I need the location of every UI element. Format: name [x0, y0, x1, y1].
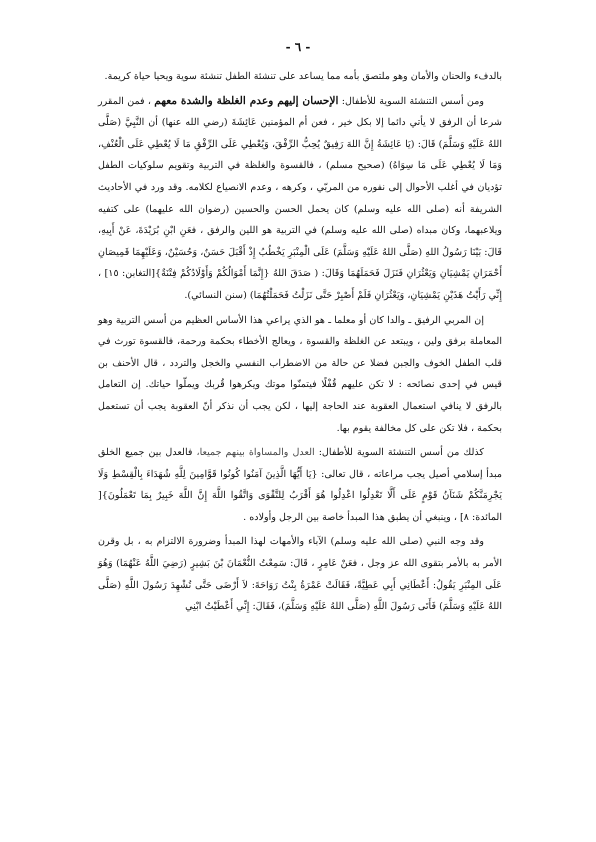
page-body	[98, 66, 502, 621]
paragraph-text: فالعدل بين جميع الخلق مبدأ إسلامي أصيل يجب مراعاته ، قال تعالى: {يَا أَيُّهَا الَّذِينَ آمَنُوا كُونُوا قَوَّامِينَ لِلَّهِ شُهَدَاءَ بِالْقِسْطِ وَلَا يَجْرِمَنَّكُمْ شَنَآنُ قَوْمٍ عَلَى أَلَّا تَعْدِلُوا اعْدِلُوا هُوَ أَقْرَبُ لِلتَّقْوَى وَاتَّقُوا اللَّهَ إِنَّ اللَّهَ خَبِيرٌ بِمَا تَعْمَلُونَ}[ المائدة: ٨] ، وينبغي أن يطبق هذا المبدأ خاصة بين الرجل وأولاده .	[98, 447, 502, 523]
paragraph-justice	[98, 442, 502, 528]
paragraph-text: ومن أسس التنشئة السوية للأطفال:	[338, 95, 484, 107]
section-heading-kindness: الإحسان إليهم وعدم الغلظة والشدة معهم	[154, 94, 339, 107]
paragraph-text: بالدفء والحنان والأمان وهو ملتصق بأمه مما يساعد على تنشئة الطفل تنشئة سوية ويحيا حياة كريمة.	[104, 71, 502, 82]
paragraph-text: إن المربي الرفيق ـ والدا كان أو معلما ـ هو الذي يراعي هذا الأساس العظيم من أسس التربية وهو المعاملة برفق ولين ، ويبتعد عن الغلظة والقسوة ، ويعالج الأخطاء بحكمة ورحمة، فالقسوة تورث في قلب الطفل الخوف والجبن فضلا عن حالة من الاضطراب النفسي والخجل والتردد ، قال الأحنف بن قيس في إحدى نصائحه : لا تكن عليهم قُفْلًا فيتمنّوا موتك ويكرهوا قُربك ويملّوا حياتك. إن التعامل بالرفق لا ينافي استعمال العقوبة عند الحاجة إليها ، لكن يجب أن نذكر أنّ العقوبة يجب أن تستعمل بحكمة ، فلا تكن على كل مخالفة يقوم بها.	[98, 314, 502, 434]
paragraph-text: وقد وجه النبي (صلى الله عليه وسلم) الآباء والأمهات لهذا المبدأ وضرورة الالتزام به ، بل وقرن الأمر به بالأمر بتقوى الله عز وجل ، فعَنْ عَامِرٍ ، قَالَ: سَمِعْتُ النُّعْمَانَ بْنَ بَشِيرٍ (رَضِيَ اللَّهُ عَنْهُمَا) وَهُوَ عَلَى المِنْبَرِ يَقُولُ: أَعْطَانِي أَبِي عَطِيَّةً، فَقَالَتْ عَمْرَةُ بِنْتُ رَوَاحَةَ: لاَ أَرْضَى حَتَّى تُشْهِدَ رَسُولَ اللَّهِ (صَلَّى اللهُ عَلَيْهِ وَسَلَّمَ) فَأَتَى رَسُولَ اللَّهِ (صَلَّى اللهُ عَلَيْهِ وَسَلَّمَ)، فَقَالَ: إِنِّي أَعْطَيْتُ ابْنِي	[98, 536, 502, 613]
page-number: - ٦ -	[285, 40, 311, 54]
paragraph-prophet-guidance	[98, 531, 502, 617]
paragraph-gentle-educator	[98, 310, 502, 440]
paragraph-intro-continuation	[98, 66, 502, 88]
paragraph-text: كذلك من أسس التنشئة السوية للأطفال:	[314, 447, 484, 459]
paragraph-text: ، فمن المقرر شرعا أن الرفق لا يأتي دائما إلا بكل خير ، فعن أم المؤمنين عَائِشَةَ (رضي الله عنها) أن النَّبِيَّ (صَلَّى اللهُ عَلَيْهِ وَسَلَّمَ) قَالَ: (يَا عَائِشَةُ إِنَّ اللهَ رَفِيقٌ يُحِبُّ الرِّفْقَ، وَيُعْطِي عَلَى الرِّفْقِ مَا لَا يُعْطِي عَلَى الْعُنْفِ، وَمَا لَا يُعْطِي عَلَى مَا سِوَاهُ) (صحيح مسلم) ، فالقسوة والغلظة في التربية وتقويم سلوكيات الطفل تؤديان في أغلب الأحوال إلى نفوره من المربّي ، وكرهه ، وعدم الانصياع لكلامه. وقد ورد في الأحاديث الشريفة أنه (صلى الله عليه وسلم) كان يحمل الحسن والحسين (رضوان الله عليهما) على كتفيه ويلاعبهما، وكان مبداه (صلى الله عليه وسلم) في التربية هو اللين والرفق ، فعَنِ ابْنِ بُرَيْدَةَ، عَنْ أَبِيهِ، قَالَ: بَيْنَا رَسُولُ اللهِ (صَلَّى اللهُ عَلَيْهِ وَسَلَّمَ) عَلَى الْمِنْبَرِ يَخْطُبُ إِذْ أَقْبَلَ حَسَنٌ، وَحُسَيْنٌ، وَعَلَيْهِمَا قَمِيصَانِ أَحْمَرَانِ يَمْشِيَانِ وَيَعْثُرَانِ فَنَزَلَ فَحَمَلَهُمَا وَقَالَ: ( صَدَقَ اللهُ {إِنَّمَا أَمْوَالُكُمْ وَأَوْلَادُكُمْ فِتْنَةٌ}[التغابن: ١٥] ، إِنِّي رَأَيْتُ هَذَيْنِ يَمْشِيَانِ، وَيَعْثُرَانِ فَلَمْ أَصْبِرْ حَتَّى نَزَلْتُ فَحَمَلْتُهُمَا) (سنن النسائي).	[98, 95, 502, 301]
paragraph-kindness	[98, 91, 502, 307]
section-heading-justice: العدل والمساواة بينهم جميعا،	[196, 447, 315, 459]
